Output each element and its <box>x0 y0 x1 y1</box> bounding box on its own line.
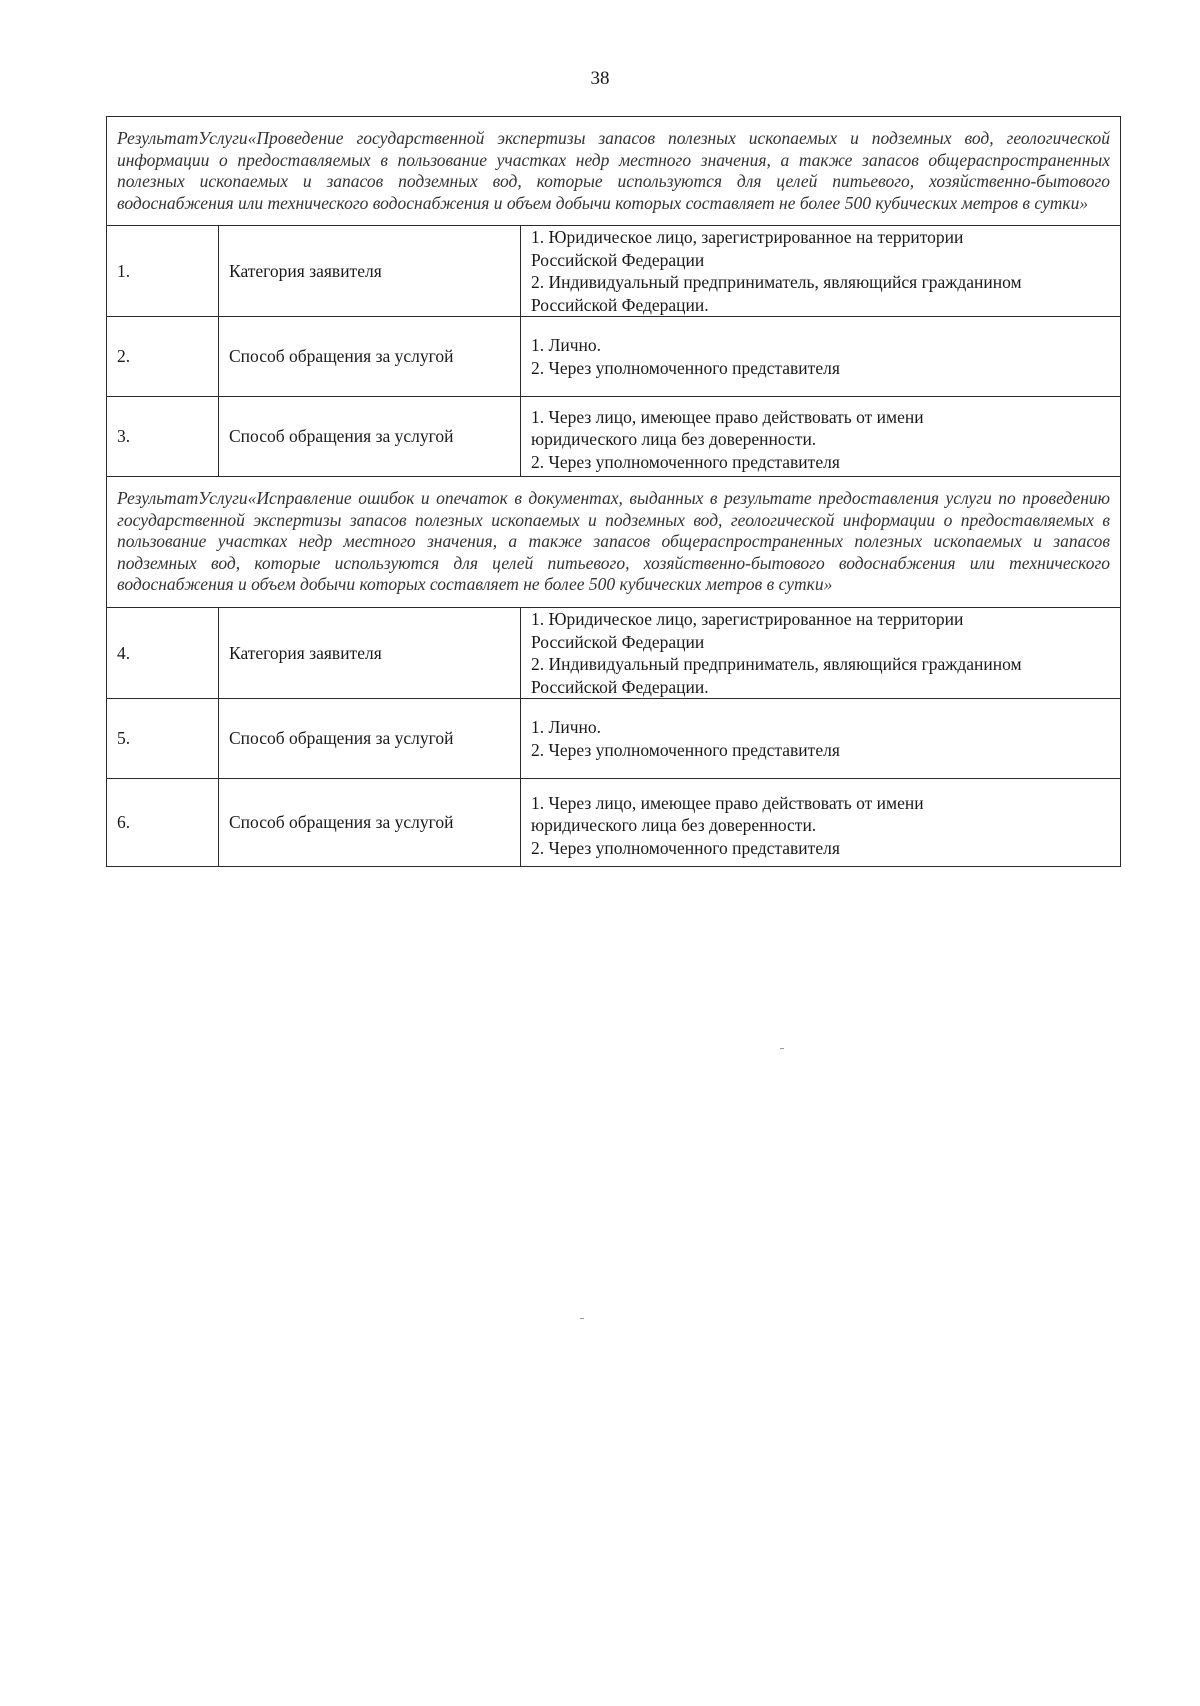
value-line: 2. Через уполномоченного представителя <box>531 357 840 378</box>
scan-speck <box>580 1318 584 1319</box>
row-value <box>521 779 1121 867</box>
value-line: юридического лица без доверенности. <box>531 429 817 450</box>
row-number: 6. <box>107 779 219 867</box>
value-line: 2. Через уполномоченного представителя <box>531 739 840 760</box>
value-line: 2. Индивидуальный предприниматель, являющийся гражданином <box>531 654 1022 674</box>
value-line: 1. Лично. <box>531 335 602 355</box>
row-value <box>521 226 1121 317</box>
value-line: Российской Федерации. <box>531 676 709 697</box>
table-row <box>107 699 1121 779</box>
row-label: Категория заявителя <box>219 226 521 317</box>
row-value <box>521 397 1121 477</box>
row-number: 3. <box>107 397 219 477</box>
row-label: Способ обращения за услугой <box>219 397 521 477</box>
table-row <box>107 317 1121 397</box>
row-label: Способ обращения за услугой <box>219 779 521 867</box>
value-line: 1. Лично. <box>531 717 602 737</box>
value-line: Российской Федерации. <box>531 294 709 315</box>
value-line: Российской Федерации <box>531 631 705 652</box>
row-value <box>521 317 1121 397</box>
value-line: юридического лица без доверенности. <box>531 815 817 836</box>
row-value <box>521 608 1121 699</box>
table-row <box>107 397 1121 477</box>
row-number: 5. <box>107 699 219 779</box>
value-line: 1. Юридическое лицо, зарегистрированное на территории <box>531 227 964 247</box>
page-number: 38 <box>590 68 610 89</box>
value-line: Российской Федерации <box>531 249 705 270</box>
value-line: 2. Индивидуальный предприниматель, являющийся гражданином <box>531 272 1022 292</box>
section-header-row <box>107 477 1121 608</box>
value-line: 2. Через уполномоченного представителя <box>531 451 840 472</box>
value-line: 1. Юридическое лицо, зарегистрированное на территории <box>531 609 964 629</box>
value-line: 1. Через лицо, имеющее право действовать от имени <box>531 406 924 427</box>
row-value <box>521 699 1121 779</box>
value-line: 1. Через лицо, имеющее право действовать от имени <box>531 792 924 813</box>
section-header: РезультатУслуги«Проведение государственной экспертизы запасов полезных ископаемых и подземных вод, геологической информации о предоставляемых в пользование участках недр местного значения, а также запасов общераспространенных полезных ископаемых и запасов подземных вод, которые используются для целей питьевого, хозяйственно-бытового водоснабжения или технического водоснабжения и объем добычи которых составляет не более 500 кубических метров в сутки» <box>107 117 1121 226</box>
value-line: 2. Через уполномоченного представителя <box>531 837 840 858</box>
row-number: 4. <box>107 608 219 699</box>
row-label: Категория заявителя <box>219 608 521 699</box>
table-row <box>107 608 1121 699</box>
section-header: РезультатУслуги«Исправление ошибок и опечаток в документах, выданных в результате предоставления услуги по проведению государственной экспертизы запасов полезных ископаемых и подземных вод, геологической информации о предоставляемых в пользование участках недр местного значения, а также запасов общераспространенных полезных ископаемых и запасов подземных вод, которые используются для целей питьевого, хозяйственно-бытового водоснабжения или технического водоснабжения и объем добычи которых составляет не более 500 кубических метров в сутки» <box>107 477 1121 608</box>
row-label: Способ обращения за услугой <box>219 699 521 779</box>
scan-speck <box>780 1048 784 1049</box>
row-label: Способ обращения за услугой <box>219 317 521 397</box>
section-header-row <box>107 117 1121 226</box>
row-number: 2. <box>107 317 219 397</box>
services-table <box>106 116 1121 867</box>
row-number: 1. <box>107 226 219 317</box>
table-row <box>107 779 1121 867</box>
table-row <box>107 226 1121 317</box>
